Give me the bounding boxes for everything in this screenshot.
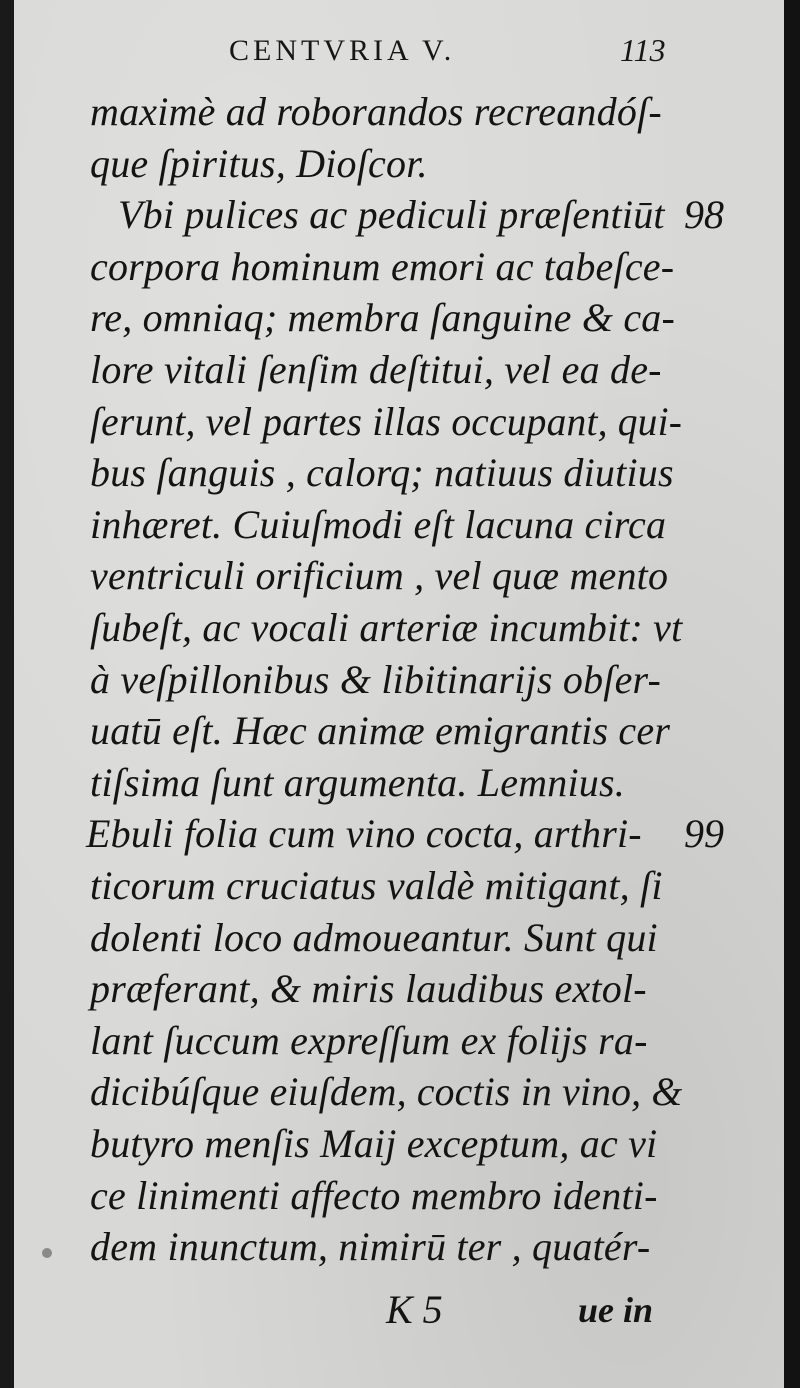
text-line: lore vitali ſenſim deſtitui, vel ea de- (90, 347, 662, 392)
text-line: ſubeſt, ac vocali arteriæ incumbit: vt (90, 605, 683, 650)
text-line: maximè ad roborandos recreandóſ- (90, 89, 662, 134)
text-line: dolenti loco admoueantur. Sunt qui (90, 914, 658, 960)
text-line: dicibúſque eiuſdem, coctis in vino, & (90, 1069, 683, 1115)
paper-speck (42, 1248, 52, 1258)
margin-note-number: 99 (684, 811, 724, 857)
text-line: ventriculi orificium , vel quæ mento (90, 553, 669, 599)
page-footer (14, 1282, 784, 1338)
scan-edge (784, 0, 800, 1388)
text-line: re, omniaq; membra ſanguine & ca- (90, 295, 676, 341)
catchword: ue in (578, 1290, 654, 1330)
text-line: corpora hominum emori ac tabeſce- (90, 243, 675, 289)
text-line: bus ſanguis , calorq; natiuus diutius (90, 450, 674, 496)
text-line: uatū eſt. Hæc animæ emigrantis cer (90, 708, 671, 754)
text-line: dem inunctum, nimirū ter , quatér- (90, 1224, 651, 1270)
text-line: Ebuli folia cum vino cocta, arthri- (86, 811, 642, 857)
text-line: que ſpiritus, Dioſcor. (90, 140, 428, 186)
book-page (14, 0, 784, 1388)
running-head: CENTVRIA V. (229, 34, 456, 67)
text-line: ce linimenti affecto membro identi- (90, 1172, 658, 1218)
text-line: ſerunt, vel partes illas occupant, qui- (90, 398, 683, 444)
text-line: præferant, & miris laudibus extol- (90, 966, 647, 1012)
text-line: lant ſuccum expreſſum ex folijs ra- (90, 1017, 648, 1063)
signature-mark: K 5 (386, 1287, 443, 1332)
text-line: ticorum cruciatus valdè mitigant, ſi (90, 863, 663, 908)
text-line: Vbi pulices ac pediculi præſentiūt (118, 192, 665, 238)
page-header (14, 28, 784, 78)
text-line: tiſsima ſunt argumenta. Lemnius. (90, 759, 625, 805)
text-line: inhæret. Cuiuſmodi eſt lacuna circa (90, 501, 667, 547)
page-number: 113 (620, 32, 666, 68)
text-line: à veſpillonibus & libitinarijs obſer- (90, 656, 662, 702)
text-line: butyro menſis Maij exceptum, ac vi (90, 1121, 658, 1166)
margin-note-number: 98 (684, 192, 724, 238)
